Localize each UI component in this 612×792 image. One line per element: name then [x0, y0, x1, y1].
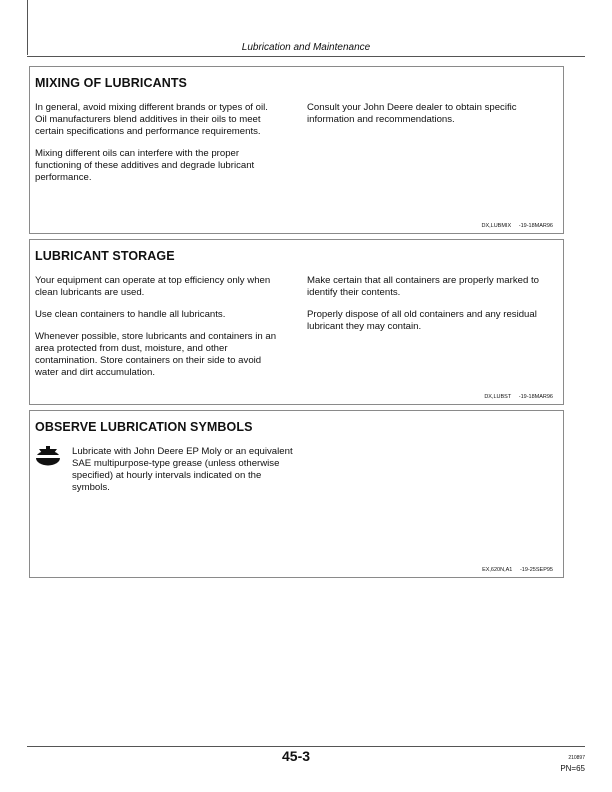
- running-header: Lubrication and Maintenance: [241, 42, 371, 53]
- paragraph: Your equipment can operate at top efficiency only when clean lubricants are used.: [35, 275, 271, 298]
- section-title: OBSERVE LUBRICATION SYMBOLS: [35, 420, 253, 434]
- footer-rule: [27, 746, 585, 747]
- header-rule: [27, 56, 585, 57]
- paragraph: Use clean containers to handle all lubricants.: [35, 309, 226, 320]
- paragraph: Make certain that all containers are properly marked to identify their contents.: [307, 275, 539, 298]
- paragraph: Lubricate with John Deere EP Moly or an equivalent SAE multipurpose-type grease (unless otherwise specified) at hourly intervals indicated on the symbols.: [72, 446, 293, 493]
- section-mixing-of-lubricants: [29, 66, 564, 234]
- page-code: PN=65: [560, 764, 585, 773]
- right-column: [307, 102, 551, 136]
- section-title: MIXING OF LUBRICANTS: [35, 76, 187, 90]
- paragraph: In general, avoid mixing different brands or types of oil. Oil manufacturers blend additives in their oils to meet certain specifications and performance requirements.: [35, 102, 268, 137]
- page-number: 45-3: [282, 748, 311, 764]
- reference-code: DX,LUBMIX -19-18MAR96: [481, 223, 553, 229]
- section-lubricant-storage: [29, 239, 564, 405]
- section-observe-lubrication-symbols: [29, 410, 564, 578]
- paragraph: Properly dispose of all old containers and any residual lubricant they may contain.: [307, 309, 537, 332]
- left-column: [72, 446, 298, 504]
- section-title: LUBRICANT STORAGE: [35, 249, 175, 263]
- paragraph: Mixing different oils can interfere with the proper functioning of these additives and degrade lubricant performance.: [35, 148, 255, 183]
- paragraph: Whenever possible, store lubricants and containers in an area protected from dust, moisture, and other contamination. Store containers on their side to avoid water and dirt accumulation.: [35, 331, 277, 378]
- left-column: [35, 275, 279, 389]
- paragraph: Consult your John Deere dealer to obtain specific information and recommendations.: [307, 102, 517, 125]
- right-column: [307, 275, 551, 343]
- reference-code: DX,LUBST -19-18MAR96: [484, 394, 553, 400]
- grease-symbol-icon: [34, 445, 62, 467]
- document-code: 210897: [568, 755, 585, 761]
- left-column: [35, 102, 279, 194]
- reference-code: EX,620N,A1 -19-25SEP95: [482, 567, 553, 573]
